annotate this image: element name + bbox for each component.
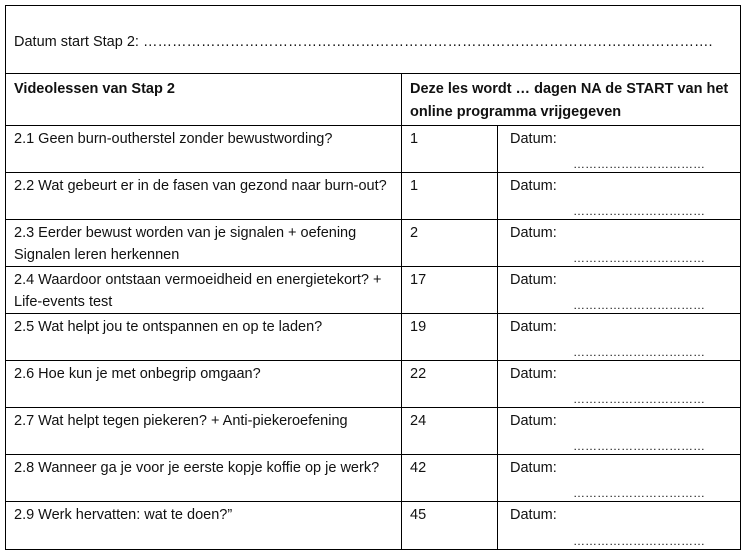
date-label: Datum: [510, 507, 557, 523]
table-row [6, 455, 740, 502]
date-blank: …………………………… [573, 439, 705, 453]
table-row [6, 361, 740, 408]
date-cell [498, 126, 740, 172]
lesson-title: 2.5 Wat helpt jou te ontspannen en op te laden? [6, 314, 402, 360]
lesson-title: 2.4 Waardoor ontstaan vermoeidheid en energietekort? + Life-events test [6, 267, 402, 313]
release-days: 2 [402, 220, 498, 266]
date-cell [498, 173, 740, 219]
date-cell [498, 267, 740, 313]
release-days: 19 [402, 314, 498, 360]
lesson-title: 2.2 Wat gebeurt er in de fasen van gezond naar burn-out? [6, 173, 402, 219]
table-row [6, 126, 740, 173]
release-days: 22 [402, 361, 498, 407]
date-label: Datum: [510, 413, 557, 429]
column-header-release: Deze les wordt … dagen NA de START van het online programma vrijgegeven [402, 74, 740, 126]
release-days: 1 [402, 173, 498, 219]
date-blank: …………………………… [573, 534, 705, 548]
release-days: 24 [402, 408, 498, 454]
date-cell [498, 502, 740, 549]
table-row [6, 314, 740, 361]
date-label: Datum: [510, 272, 557, 288]
start-date-row [6, 6, 740, 74]
date-blank: …………………………… [573, 298, 705, 312]
release-days: 1 [402, 126, 498, 172]
lesson-title: 2.1 Geen burn-outherstel zonder bewustwording? [6, 126, 402, 172]
date-blank: …………………………… [573, 345, 705, 359]
release-days: 45 [402, 502, 498, 549]
date-blank: …………………………… [573, 486, 705, 500]
schedule-table [5, 5, 741, 550]
date-cell [498, 455, 740, 501]
release-days: 17 [402, 267, 498, 313]
date-blank: …………………………… [573, 392, 705, 406]
date-label: Datum: [510, 225, 557, 241]
start-date-label: Datum start Stap 2: ………………………………………………………………………………………………………. [14, 34, 713, 50]
lesson-title: 2.7 Wat helpt tegen piekeren? + Anti-piekeroefening [6, 408, 402, 454]
date-cell [498, 408, 740, 454]
lesson-title: 2.8 Wanneer ga je voor je eerste kopje koffie op je werk? [6, 455, 402, 501]
date-label: Datum: [510, 131, 557, 147]
table-row [6, 408, 740, 455]
date-label: Datum: [510, 319, 557, 335]
table-row [6, 220, 740, 267]
lesson-title: 2.9 Werk hervatten: wat te doen?” [6, 502, 402, 549]
lesson-title: 2.3 Eerder bewust worden van je signalen + oefening Signalen leren herkennen [6, 220, 402, 266]
table-row [6, 502, 740, 549]
date-cell [498, 220, 740, 266]
date-blank: …………………………… [573, 204, 705, 218]
lesson-title: 2.6 Hoe kun je met onbegrip omgaan? [6, 361, 402, 407]
date-cell [498, 314, 740, 360]
date-label: Datum: [510, 178, 557, 194]
date-blank: …………………………… [573, 251, 705, 265]
column-header-lessons: Videolessen van Stap 2 [6, 74, 402, 126]
date-cell [498, 361, 740, 407]
table-row [6, 173, 740, 220]
date-label: Datum: [510, 460, 557, 476]
release-days: 42 [402, 455, 498, 501]
table-row [6, 267, 740, 314]
date-label: Datum: [510, 366, 557, 382]
date-blank: …………………………… [573, 157, 705, 171]
